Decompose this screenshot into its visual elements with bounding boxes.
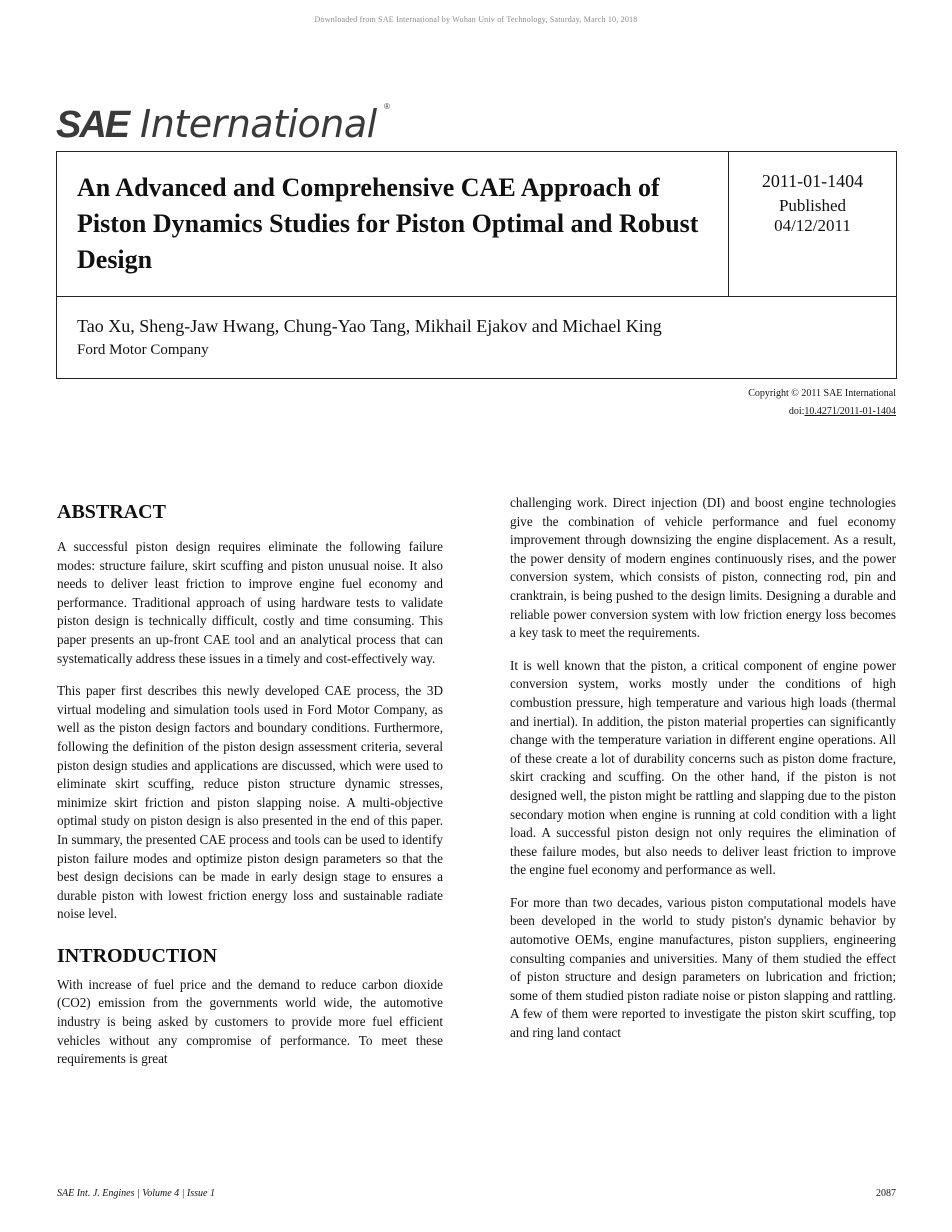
- paper-number: 2011-01-1404: [761, 171, 864, 191]
- abstract-heading: ABSTRACT: [57, 501, 166, 523]
- introduction-paragraph-1: With increase of fuel price and the demand to reduce carbon dioxide (CO2) emission from the governments world wide, the automotive industry is being asked by customers to provide more fuel efficient vehicles without any compromise of performance. To meet these requirements is great: [57, 976, 443, 1067]
- published-label: Published: [778, 196, 847, 215]
- introduction-paragraph-3: For more than two decades, various piston computational models have been developed in the world to study piston's dynamic behavior by automotive OEMs, engine manufactures, piston suppliers, engineering consulting companies and universities. Many of them studied the effect of piston structure and design parameters on lubrication and friction; some of them studied piston radiate noise or piston slapping and rattling. A few of them were reported to investigate the piston skirt scuffing, top and ring land contact: [510, 894, 896, 1041]
- doi-link[interactable]: 10.4271/2011-01-1404: [804, 406, 896, 417]
- introduction-paragraph-2: It is well known that the piston, a critical component of engine power conversion system, works mostly under the conditions of high combustion pressure, high temperature and various high loads (thermal and inertial). In addition, the piston material properties can significantly change with the temperature variation in different engine operations. All of these create a lot of durability concerns such as piston dome fracture, skirt cracking and scuffing. On the other hand, if the piston is not designed well, the piston might be rattling and slapping due to the piston secondary motion when engine is running at cold condition with a light load. A successful piston design not only requires the elimination of these failure modes, but also needs to deliver least friction to improve the engine fuel economy and performance as well.: [510, 657, 896, 878]
- abstract-paragraph-2: This paper first describes this newly developed CAE process, the 3D virtual modeling and simulation tools used in Ford Motor Company, as well as the piston design factors and boundary conditions. Furthermore, following the definition of the piston design assessment criteria, several piston design studies and applications are discussed, which were used to eliminate skirt scuffing, reduce piston structure dynamic stresses, minimize skirt friction and piston slapping noise. A multi-objective optimal study on piston design is also presented in the end of this paper. In summary, the presented CAE process and tools can be used to identify piston failure modes and optimize piston design parameters so that the best design decisions can be made in early design stage to ensures a durable piston with lowest friction energy loss and sustainable radiate noise level.: [57, 683, 443, 922]
- paper-title: An Advanced and Comprehensive CAE Approach of Piston Dynamics Studies for Piston Optimal and Robust Design: [77, 173, 699, 274]
- abstract-paragraph-1: A successful piston design requires eliminate the following failure modes: structure failure, skirt scuffing and piston unusual noise. It also needs to deliver least friction to improve engine fuel economy and performance. Traditional approach of using hardware tests to validate piston design is technically difficult, costly and time consuming. This paper presents an up-front CAE tool and an analytical process that can systematically address these issues in a timely and cost-effectively way.: [57, 539, 443, 666]
- journal-footer: SAE Int. J. Engines | Volume 4 | Issue 1: [57, 1188, 215, 1199]
- paper-id-cell: [729, 152, 896, 297]
- logo-international-text: International: [140, 102, 377, 146]
- page-number: 2087: [876, 1188, 896, 1199]
- doi-prefix: doi:: [788, 406, 805, 417]
- left-column: [57, 500, 443, 1083]
- affiliation: Ford Motor Company: [77, 342, 209, 358]
- download-note: Downloaded from SAE International by Wuhan Univ of Technology, Saturday, March 10, 2018: [314, 15, 638, 24]
- introduction-heading: INTRODUCTION: [57, 944, 218, 967]
- logo-sae-text: SAE: [56, 104, 129, 146]
- title-block: [56, 151, 897, 379]
- title-cell: [57, 152, 729, 297]
- introduction-paragraph-1-continued: challenging work. Direct injection (DI) and boost engine technologies give the combination of vehicle performance and fuel economy improvement through downsizing the engine displacement. As a result, the power density of modern engines continuously rises, and the power conversion system, which consists of piston, connecting rod, pin and cranktrain, is being pushed to the design limits. Designing a durable and reliable power conversion system with low friction energy loss becomes a key task to meet the requirements.: [510, 495, 896, 641]
- copyright-notice: Copyright © 2011 SAE International: [748, 388, 896, 399]
- author-list: Tao Xu, Sheng-Jaw Hwang, Chung-Yao Tang, Mikhail Ejakov and Michael King: [77, 316, 662, 336]
- published-date: 04/12/2011: [774, 216, 851, 235]
- right-column: [510, 494, 896, 1057]
- doi: [789, 406, 896, 417]
- logo-registered-mark: ®: [384, 102, 390, 111]
